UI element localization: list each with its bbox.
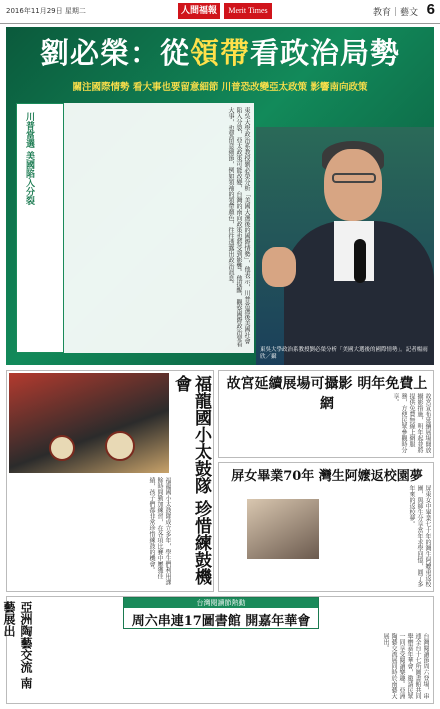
issue-date: 2016年11月29日 星期二 (6, 7, 86, 15)
lead-photo (256, 127, 434, 365)
reading-festival-box (123, 597, 319, 629)
drum-team-photo (9, 373, 169, 473)
newspaper-logo: 人間福報 (178, 3, 220, 19)
photo-face (324, 149, 382, 221)
lead-body: 東吳大學政治系教授劉必榮分析「美國大選後的國際情勢」，他表示，川普當選後美國社會陷入分裂，亞太政策可能改變，台灣的南向政策也將受到影響。他提醒，觀察國際政治要看大事，也要留意細節，例如領袖的領帶顏色，往往透露出政治訊息。 (16, 103, 254, 353)
ceramics-headline: 亞洲陶藝交流 南藝展出 (2, 601, 33, 690)
drum-team-headline: 福龍國小太鼓隊 珍惜練鼓機會 (171, 375, 211, 585)
story-pingtung-school (218, 462, 434, 592)
palace-museum-body: 故宮宣布延續展場開放攝影措施，明年起並將提供免費無線上網服務，方便民眾參觀時分享。 (392, 393, 431, 453)
lead-headline-post: 看政治局勢 (250, 36, 401, 70)
lead-story (6, 27, 434, 365)
lead-headline-pre: 劉必榮：從 (39, 36, 190, 70)
drum-icon (49, 435, 75, 461)
story-palace-museum (218, 370, 434, 458)
photo-caption: 東吳大學政治系教授劉必榮分析「美國大選後的國際情勢」。記者楊雨欣／攝 (260, 347, 428, 360)
photo-hand (262, 247, 296, 287)
lead-subtitle: 關注國際情勢 看大事也要留意細節 川普恐改變亞太政策 影響南向政策 (72, 82, 368, 93)
palace-museum-headline: 故宮延續展場可攝影 明年免費上網 (226, 376, 428, 412)
reading-festival-body: 台灣閱讀節周六登場，串連全台十七所圖書館共同舉辦嘉年華會，邀請民眾一同享受閱讀樂趣。亞洲陶藝交流展同時於南藝大展出。 (382, 633, 429, 699)
photo-glasses (332, 173, 376, 183)
story-drum-team (6, 370, 214, 592)
section-label: 教育｜藝文 (372, 8, 418, 18)
drum-team-body: 福龍國小太鼓隊成立多年，學生們利用課餘時間勤加練習，在各項比賽中屢獲佳績，孩子們都非常珍惜練鼓的機會。 (148, 477, 171, 585)
pingtung-headline: 屏女畢業70年 灣生阿嬤返校園夢 (231, 469, 423, 484)
pingtung-photo (247, 499, 319, 559)
story-reading-festival (2, 596, 434, 704)
reading-festival-tag: 台灣閱讀節熱動 (124, 598, 318, 608)
brand-name: Merit Times (224, 3, 272, 19)
masthead (0, 0, 440, 24)
lead-headline-highlight: 領帶 (189, 36, 250, 70)
page-number: 6 (426, 1, 435, 18)
sidebox-title: 川普當選 美國陷入分裂 (24, 112, 34, 206)
lead-headline (6, 31, 434, 72)
reading-festival-headline: 周六串連17圖書館 開嘉年華會 (131, 614, 311, 629)
lead-sidebox (16, 103, 64, 353)
microphone-icon (354, 239, 366, 283)
drum-icon (105, 431, 135, 461)
pingtung-body: 屏東女中畢業七十年的灣生阿嬤重返校園，與師生分享當年求學回憶，圓了多年來的返校夢。 (408, 485, 431, 587)
